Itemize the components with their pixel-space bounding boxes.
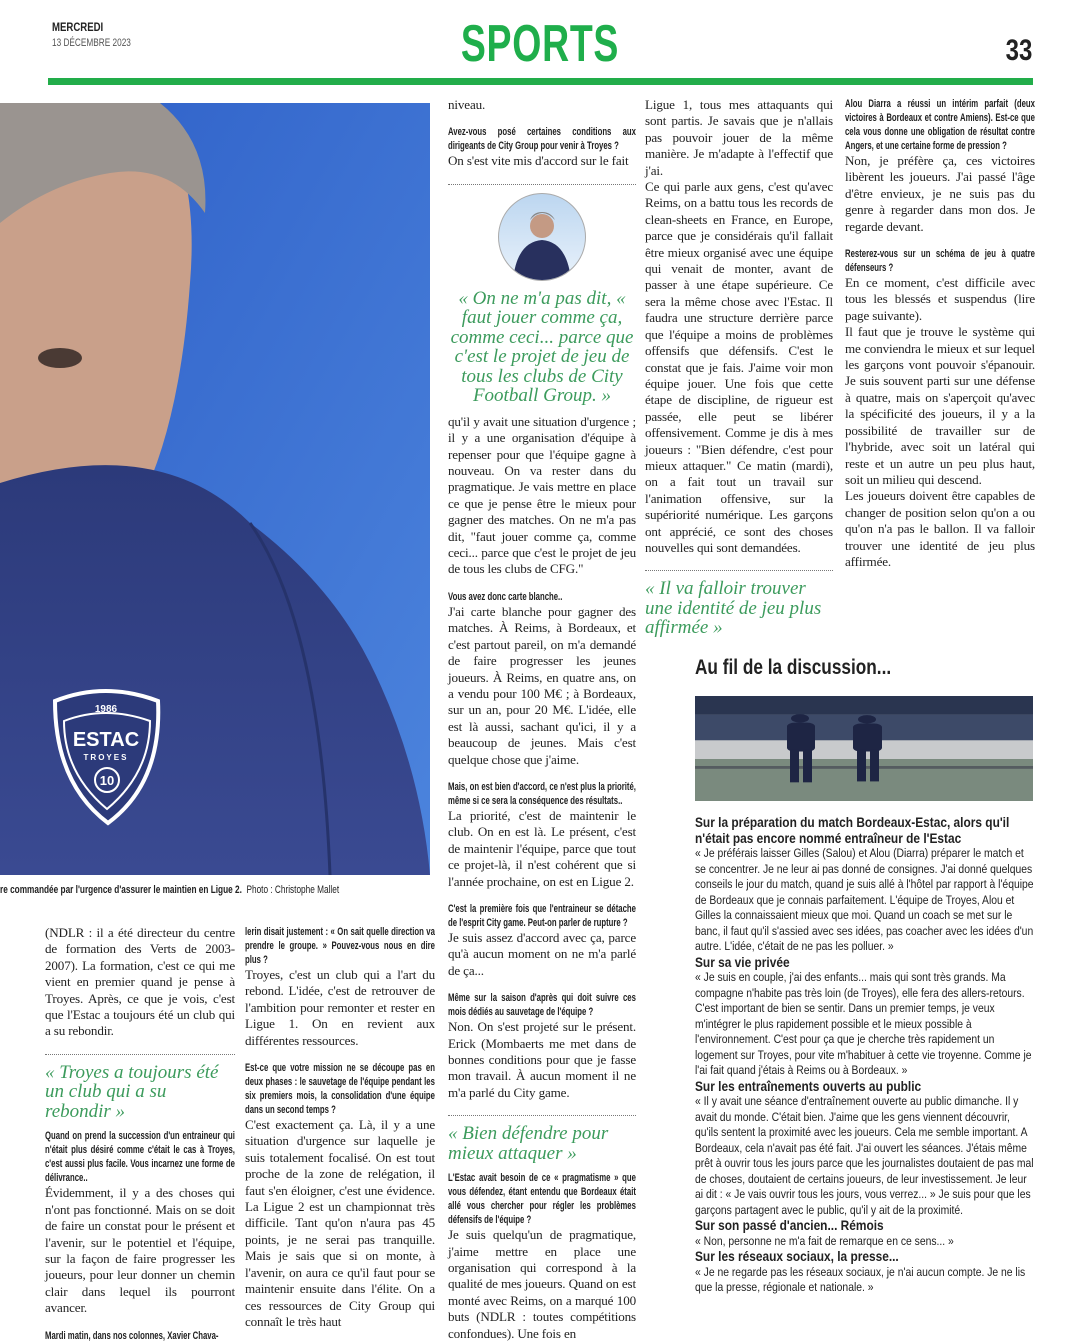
interview-question: Alou Diarra a réussi un intérim parfait (deux victoires à Bordeaux et contre Amiens). Est-ce que cela vous donne une obligation de résultat contre Angers, et une certaine forme de pression ?: [845, 98, 1035, 152]
interview-question: Avez-vous posé certaines conditions aux dirigeants de City Group pour venir à Troyes ?: [448, 126, 636, 153]
pull-quote: « Bien défendre pour mieux attaquer »: [448, 1123, 609, 1164]
sidebar-quote: « Je ne regarde pas les réseaux sociaux, je n'ai aucun compte. Je ne lis que la presse, régionale et nationale. »: [695, 1264, 1026, 1294]
crest-year: 1986: [94, 704, 118, 715]
issue-day: MERCREDI: [52, 20, 104, 34]
interview-question: Resterez-vous sur un schéma de jeu à quatre défenseurs ?: [845, 248, 1035, 275]
body-paragraph: On s'est vite mis d'accord sur le fait: [448, 153, 629, 169]
sidebar-heading: Sur les entraînements ouverts au public: [695, 1077, 922, 1094]
body-paragraph: En ce moment, c'est difficile avec tous les blessés et suspendus (lire page suivante).: [845, 275, 1035, 323]
sidebar-section: [695, 815, 1035, 1296]
column-bottom-2: [245, 925, 435, 1330]
body-paragraph: Évidemment, il y a des choses qui n'ont pas fonctionné. Mais on se doit de faire un constat pour le présent et l'avenir, sur le potentiel et l'équipe, sur la façon de faire progresser les joueurs, pour leur donner un chemin clair dans lequel ils pourront avancer.: [45, 1185, 235, 1316]
body-paragraph: Je suis quelqu'un de pragmatique, j'aime mettre en place une organisation qui correspond à la qualité de mes joueurs. Quand on est monté avec Reims, on a marqué 100 buts (NDLR : toutes compétitions confondues). Une fois en: [448, 1227, 636, 1341]
interview-question: Mardi matin, dans nos colonnes, Xavier Chava-: [45, 1329, 219, 1342]
body-paragraph: J'ai carte blanche pour gagner des matches. À Reims, à Bordeaux, et c'est partout pareil, on m'a demandé de faire progresser les jeunes joueurs. À Reims, en quatre ans, on a vendu pour 100 M€ ; à Bordeaux, sur un an, pour 20 M€. L'idée, elle est là aussi, sachant qu'ici, il y a beaucoup de jeunes. Mais c'est quelque chose que j'aime.: [448, 603, 636, 767]
column-middle-2: [645, 97, 833, 646]
header-rule: [48, 78, 1033, 85]
sidebar-quote: « Non, personne ne m'a fait de remarque en ce sens... »: [695, 1233, 954, 1248]
sidebar-quote: « Je suis en couple, j'ai des enfants... mais qui sont très grands. Ma compagne n'habite pas très loin (de Troyes), elle fera des allers-retours. C'est important de bien se sentir. Dans un premier temps, je veux m'intégrer le plus rapidement possible et le mieux possible à l'environnement. C'est pour ça que je cherche très rapidement un logement sur Troyes, pour vite m'habituer à cette vie troyenne. Comme je l'ai fait quand j'étais à Reims ou à Bordeaux. »: [695, 970, 1032, 1077]
sidebar-heading: Sur son passé d'ancien... Rémois: [695, 1217, 884, 1233]
body-paragraph: Ce qui parle aux gens, c'est qu'avec Reims, on a battu tous les records de clean-sheets en France, en Europe, parce que je considérais qu'il fallait être mieux organisé avec une équipe qui venait de monter, avant de passer à une étape supérieure. Ce sera la même chose avec l'Estac. Il faudra une structure derrière parce que l'équipe a moins de problèmes offensifs que défensifs. C'est le constat que je fais. J'aime voir mon équipe jouer. Une fois que cette étape de discipline, de rigueur est passée, elle peut se libérer offensivement. Comme je dis à mes joueurs : "Bien défendre, c'est pour mieux attaquer." Ce matin (mardi), on a fait tout un travail sur l'animation offensive, sur la supériorité numérique. Les garçons ont apprécié, ce sont des choses nouvelles qui sont demandées.: [645, 179, 833, 555]
coach-portrait: [498, 193, 586, 281]
crest-number: 10: [99, 773, 115, 788]
sidebar-heading: Sur sa vie privée: [695, 953, 790, 970]
dotted-divider: [448, 1115, 636, 1116]
interview-question: C'est la première fois que l'entraineur se détache de l'esprit City game. Peut-on parler de rupture ?: [448, 902, 636, 929]
page-number: 33: [1005, 34, 1032, 67]
sidebar-quote: « Il y avait une séance d'entraînement ouverte au public dimanche. Il y avait du monde. C'était bien. J'aime que les gens viennent découvrir, qu'ils sentent la proximité avec les joueurs. Cela me semble important. A Bordeaux, cela n'avait pas été fait. J'ai ouvert les séances. J'étais même prêt à ouvrir tous les jours parce que les journalistes doutaient de pas mal de choses, doutaient de certains joueurs, de leur investissement. Je leur ai dit : « Je vais ouvrir tous les jours, vous verrez... » Je suis pour que les garçons partagent avec le public, qu'il y ait de la proximité.: [695, 1094, 1034, 1217]
sidebar-title: Au fil de la discussion...: [695, 656, 892, 679]
dotted-divider: [448, 184, 636, 185]
pull-quote: « On ne m'a pas dit, « faut jouer comme ça, comme ceci... parce que c'est le projet de jeu de tous les clubs de City Football Group. »: [450, 287, 634, 407]
pull-quote: « Troyes a toujours été un club qui a su rebondir »: [45, 1061, 219, 1122]
body-paragraph: Non, je préfère ça, ces victoires libèrent les joueurs. J'ai passé l'âge d'être envieux, je ne suis pas du genre à regarder dans mon dos. Je regarde devant.: [845, 153, 1035, 234]
pull-quote: « Il va falloir trouver une identité de jeu plus affirmée »: [645, 578, 822, 639]
sidebar-heading: Sur les réseaux sociaux, la presse...: [695, 1248, 899, 1264]
interview-question: Vous avez donc carte blanche..: [448, 590, 563, 603]
crest-city: TROYES: [83, 753, 129, 762]
sidebar-heading: Sur la préparation du match Bordeaux-Estac, alors qu'il n'était pas encore nommé entraîneur de l'Estac: [695, 814, 1010, 846]
issue-date: 13 DÉCEMBRE 2023: [52, 37, 131, 49]
main-photo: [0, 103, 430, 875]
photo-caption: [0, 884, 339, 896]
body-paragraph: Non. On s'est projeté sur le présent. Erick (Mombaerts me met dans de bonnes conditions pour que je fasse mon travail. À aucun moment il ne m'a parlé du City game.: [448, 1019, 636, 1100]
column-bottom-1: [45, 925, 235, 1343]
interview-question: Quand on prend la succession d'un entraineur qui n'était plus désiré comme c'était le cas à Troyes, c'est aussi plus facile. Vous incarnez une forme de délivrance..: [45, 1130, 235, 1185]
body-paragraph: Je suis assez d'accord avec ça, parce qu'à aucun moment on ne m'a parlé de ça...: [448, 929, 636, 978]
body-paragraph: Il faut que je trouve le système qui me conviendra le mieux et sur lequel les garçons vont pouvoir s'épanouir. Je suis souvent parti sur une défense à quatre, mais on s'aperçoit qu'avec la spécificité des joueurs, il y a la possibilité de travailler sur de l'hybride, avec soit un latéral qui reste et un autre un peu plus haut, soit un milieu qui descend.: [845, 324, 1035, 487]
column-right: [845, 97, 1035, 570]
sidebar-quote: « Je préférais laisser Gilles (Salou) et Alou (Diarra) préparer le match et se concentrer. Je ne leur ai pas donné de consignes. J'ai donné quelques conseils le jour du match, quand je suis allé à l'hôtel par rapport à l'équipe de Bordeaux que je connais parfaitement. L'équipe de Troyes, Alou et Gilles la connaissaient mieux que moi. Quand un coach se met sur le banc, il faut qu'il s'assied avec ses idées, pas coacher avec les idées d'un autre. L'idée, c'était de ne pas les polluer. »: [695, 846, 1034, 953]
interview-question: lerin disait justement : « On sait quelle direction va prendre le groupe. » Pouvez-vous nous en dire plus ?: [245, 926, 435, 966]
dotted-divider: [45, 1054, 235, 1055]
body-paragraph: C'est exactement ça. Là, il y a une situation d'urgence sur laquelle je suis totalement focalisé. On est tout proche de la zone de relégation, il faut s'en éloigner, c'est une évidence. La Ligue 2 est un championnat très difficile. Tant qu'on n'aura pas 45 points, je ne serai pas tranquille. Mais je sais que si on monte, à l'avenir, on aura ce qu'il faut pour se maintenir ensuite dans l'élite. On a ces ressources de City Group qui connaît le très haut: [245, 1117, 435, 1329]
body-paragraph: Troyes, c'est un club qui a l'art du rebond. L'idée, c'est de retrouver de l'ambition pour remonter et rester en Ligue 1. On en revient aux différentes ressources.: [245, 967, 435, 1048]
body-paragraph: Les joueurs doivent être capables de changer de position selon qu'on a ou qu'on n'a pas le ballon. Il va falloir trouver une identité de jeu plus affirmée.: [845, 488, 1035, 569]
body-paragraph: Ligue 1, tous mes attaquants qui sont partis. Je savais que je n'allais pas pouvoir jouer de la même manière. Je m'adapte à l'effectif que j'ai.: [645, 97, 833, 178]
interview-question: Est-ce que votre mission ne se découpe pas en deux phases : le sauvetage de l'équipe pendant les six premiers mois, la consolidation d'une équipe dans un second temps ?: [245, 1062, 435, 1117]
crest-name: ESTAC: [72, 729, 140, 751]
interview-question: Mais, on est bien d'accord, ce n'est plus la priorité, même si ce sera la conséquence des résultats..: [448, 780, 636, 807]
stadium-photo: [695, 696, 1033, 801]
interview-question: L'Estac avait besoin de ce « pragmatisme » que vous défendez, étant entendu que Bordeaux était allé vous chercher pour régler les problèmes défensifs de l'équipe ?: [448, 1172, 636, 1227]
column-middle-1: [448, 97, 636, 1342]
body-paragraph: niveau.: [448, 97, 486, 112]
body-paragraph: qu'il y avait une situation d'urgence ; il y a une organisation d'équipe à repenser pour que l'équipe gagne à nouveau. On va rester dans du pragmatique. Je vais mettre en place ce que je pense être le mieux pour gagner des matches. On ne m'a pas dit, "faut jouer comme ça, comme ceci... parce que c'est le projet de jeu de tous les clubs de CFG.": [448, 413, 636, 577]
interview-question: Même sur la saison d'après qui doit suivre ces mois dédiés au sauvetage de l'équipe ?: [448, 992, 636, 1019]
caption-text: re commandée par l'urgence d'assurer le maintien en Ligue 2.: [0, 884, 242, 896]
body-paragraph: (NDLR : il a été directeur du centre de formation des Verts de 2003-2007). La formation, c'est ce qui me vient en premier quand je pense à Troyes. Après, ce que je vois, c'est que l'Estac a toujours été un club qui a su rebondir.: [45, 925, 235, 1039]
photo-credit: Photo : Christophe Mallet: [246, 884, 340, 896]
section-title: SPORTS: [460, 15, 620, 73]
body-paragraph: La priorité, c'est de maintenir le club. On en est là. Le présent, c'est de maintenir l'équipe, parce que tout ce projet-là, il n'est cohérent que si l'année prochaine, on est en Ligue 2.: [448, 807, 636, 889]
dotted-divider: [645, 570, 833, 571]
